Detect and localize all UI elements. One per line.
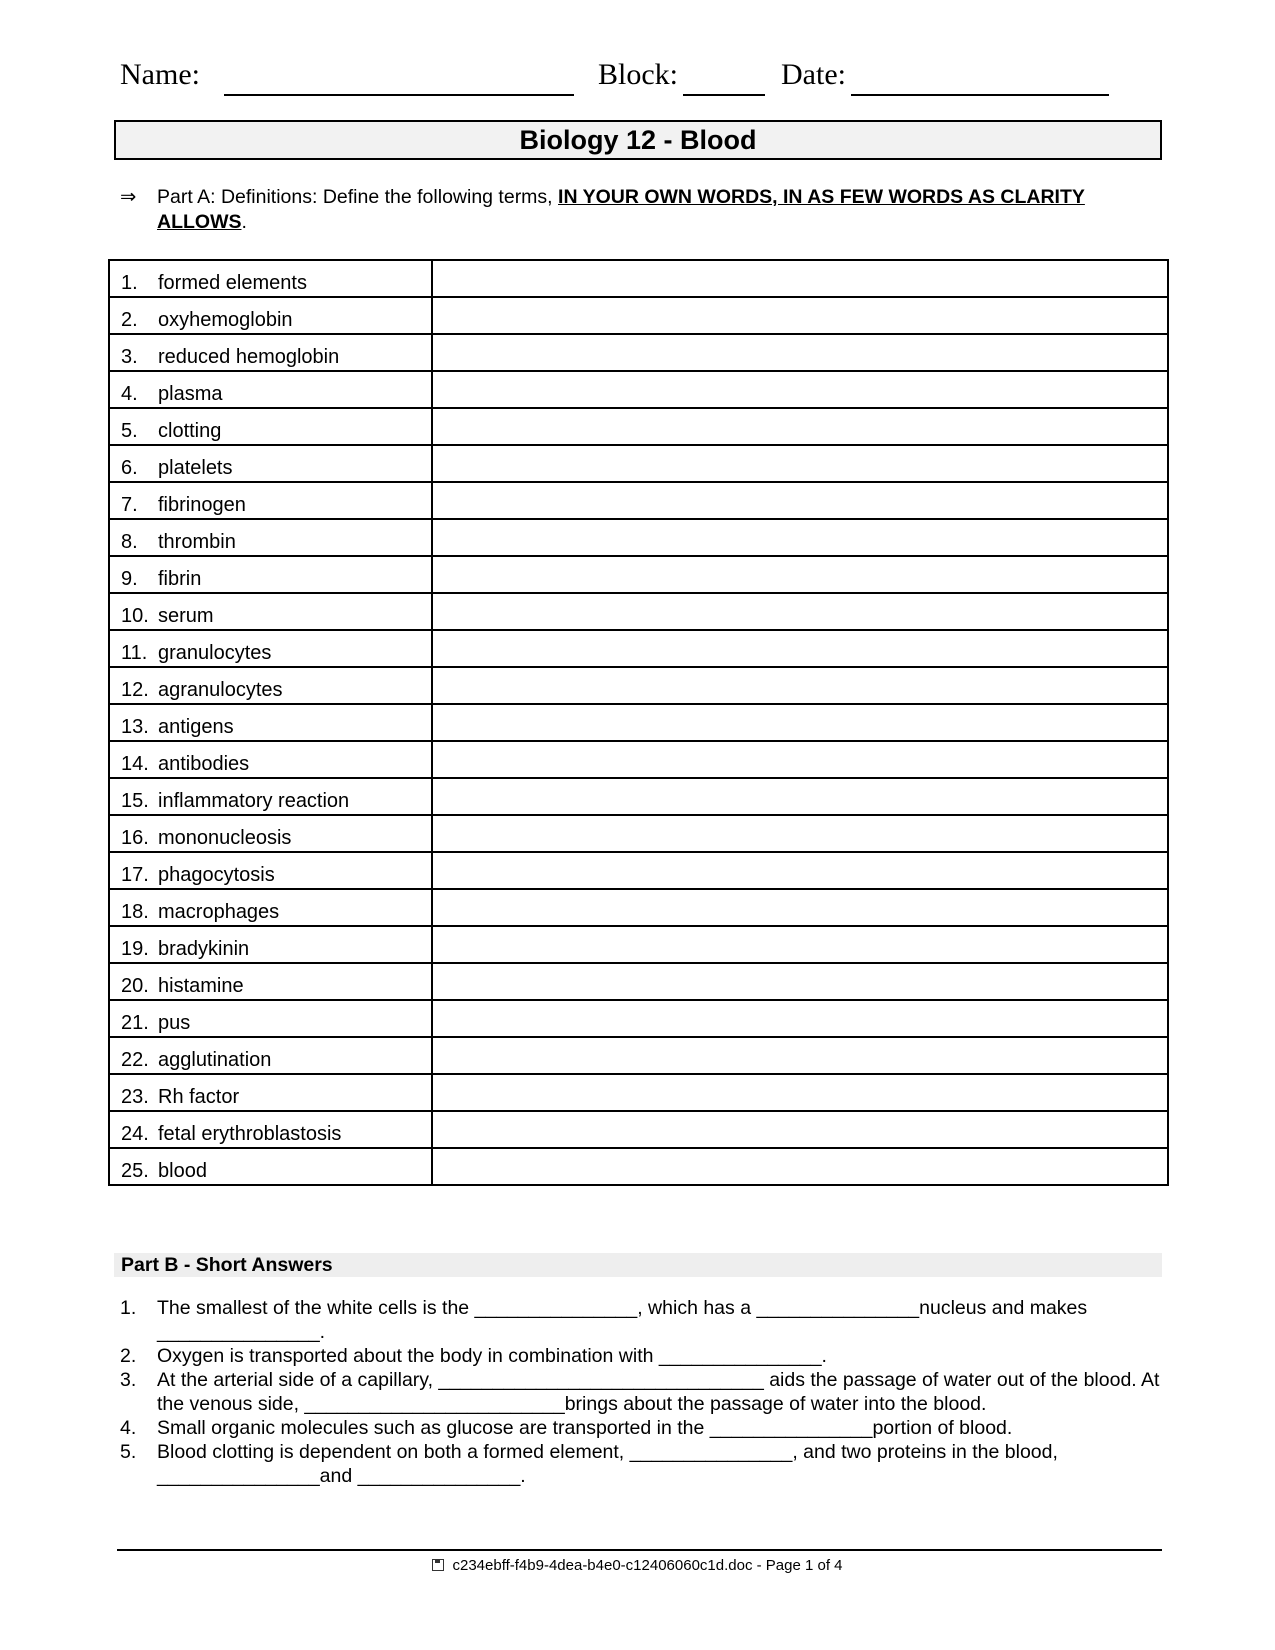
term-cell (109, 260, 432, 297)
definition-answer-cell[interactable] (432, 297, 1168, 334)
definition-answer-cell[interactable] (432, 630, 1168, 667)
table-row (109, 1037, 1168, 1074)
term-number: 6. (121, 457, 138, 479)
term-number: 25. (121, 1160, 149, 1182)
definition-answer-cell[interactable] (432, 1000, 1168, 1037)
table-row (109, 704, 1168, 741)
term-label: mononucleosis (158, 827, 292, 849)
term-cell (109, 556, 432, 593)
term-label: antigens (158, 716, 234, 738)
page-footer (0, 1557, 1275, 1574)
term-cell (109, 1037, 432, 1074)
term-label: platelets (158, 457, 233, 479)
definition-answer-cell[interactable] (432, 963, 1168, 1000)
term-number: 10. (121, 605, 149, 627)
term-label: oxyhemoglobin (158, 309, 293, 331)
table-row (109, 445, 1168, 482)
term-number: 1. (121, 272, 138, 294)
footer-text: c234ebff-f4b9-4dea-b4e0-c12406060c1d.doc - Page 1 of 4 (452, 1557, 843, 1574)
term-label: agglutination (158, 1049, 272, 1071)
date-blank[interactable] (851, 94, 1109, 96)
term-cell (109, 593, 432, 630)
definition-answer-cell[interactable] (432, 445, 1168, 482)
term-label: phagocytosis (158, 864, 275, 886)
definition-answer-cell[interactable] (432, 334, 1168, 371)
question-text: Small organic molecules such as glucose are transported in the _______________portion of blood. (157, 1417, 1013, 1439)
question-text: At the arterial side of a capillary, ______________________________ aids the passage of water out of the blood. At the venous side, ________________________brings about the passage of water into the blood. (157, 1369, 1160, 1415)
question-number: 2. (120, 1345, 137, 1367)
term-label: inflammatory reaction (158, 790, 350, 812)
definition-answer-cell[interactable] (432, 519, 1168, 556)
term-cell (109, 1111, 432, 1148)
term-number: 11. (121, 642, 148, 664)
term-cell (109, 371, 432, 408)
question-text: Blood clotting is dependent on both a formed element, _______________, and two proteins in the blood, _______________and _______________. (157, 1441, 1058, 1487)
term-label: bradykinin (158, 938, 250, 960)
table-row (109, 371, 1168, 408)
term-cell (109, 408, 432, 445)
short-answer-question (120, 1440, 1165, 1488)
definition-answer-cell[interactable] (432, 667, 1168, 704)
table-row (109, 889, 1168, 926)
term-cell (109, 667, 432, 704)
term-label: granulocytes (158, 642, 272, 664)
table-row (109, 926, 1168, 963)
part-b-questions (120, 1296, 1165, 1488)
question-number: 3. (120, 1369, 137, 1391)
term-number: 19. (121, 938, 149, 960)
term-label: blood (158, 1160, 207, 1182)
table-row (109, 852, 1168, 889)
arrow-icon: ⇒ (120, 186, 137, 208)
definition-answer-cell[interactable] (432, 889, 1168, 926)
table-row (109, 1148, 1168, 1185)
term-label: fibrinogen (158, 494, 246, 516)
table-row (109, 815, 1168, 852)
table-row (109, 778, 1168, 815)
question-text: The smallest of the white cells is the _______________, which has a _______________nucleus and makes _______________. (157, 1297, 1088, 1343)
short-answer-question (120, 1416, 1165, 1440)
term-number: 15. (121, 790, 149, 812)
term-number: 21. (121, 1012, 149, 1034)
term-number: 22. (121, 1049, 149, 1071)
definition-answer-cell[interactable] (432, 1111, 1168, 1148)
term-cell (109, 889, 432, 926)
part-a-instructions (120, 185, 1165, 235)
definition-answer-cell[interactable] (432, 852, 1168, 889)
term-number: 16. (121, 827, 149, 849)
definition-answer-cell[interactable] (432, 371, 1168, 408)
question-number: 4. (120, 1417, 137, 1439)
definition-answer-cell[interactable] (432, 593, 1168, 630)
definition-answer-cell[interactable] (432, 926, 1168, 963)
table-row (109, 297, 1168, 334)
term-cell (109, 741, 432, 778)
term-label: antibodies (158, 753, 250, 775)
definition-answer-cell[interactable] (432, 1037, 1168, 1074)
term-number: 4. (121, 383, 138, 405)
page-title: Biology 12 - Blood (114, 120, 1162, 160)
block-label: Block: (598, 58, 678, 91)
definition-answer-cell[interactable] (432, 482, 1168, 519)
term-number: 13. (121, 716, 149, 738)
question-text: Oxygen is transported about the body in combination with _______________. (157, 1345, 827, 1367)
table-row (109, 1111, 1168, 1148)
table-row (109, 1000, 1168, 1037)
definition-answer-cell[interactable] (432, 408, 1168, 445)
table-row (109, 667, 1168, 704)
term-number: 18. (121, 901, 149, 923)
term-cell (109, 519, 432, 556)
term-cell (109, 445, 432, 482)
term-number: 2. (121, 309, 138, 331)
block-blank[interactable] (683, 94, 765, 96)
term-cell (109, 1074, 432, 1111)
student-info-header (120, 58, 1170, 108)
definitions-table (108, 259, 1169, 1186)
question-number: 5. (120, 1441, 137, 1463)
short-answer-question (120, 1296, 1165, 1344)
table-row (109, 630, 1168, 667)
date-label: Date: (781, 58, 846, 91)
definition-answer-cell[interactable] (432, 815, 1168, 852)
term-number: 5. (121, 420, 138, 442)
name-label: Name: (120, 58, 200, 91)
part-a-end: . (241, 211, 247, 233)
table-row (109, 741, 1168, 778)
part-a-emphasis: IN YOUR OWN WORDS, IN AS FEW WORDS AS CLARITY ALLOWS (157, 186, 1085, 233)
definition-answer-cell[interactable] (432, 741, 1168, 778)
term-label: serum (158, 605, 214, 627)
term-number: 3. (121, 346, 138, 368)
short-answer-question (120, 1368, 1165, 1416)
term-cell (109, 1000, 432, 1037)
term-number: 12. (121, 679, 149, 701)
definition-answer-cell[interactable] (432, 1074, 1168, 1111)
table-row (109, 519, 1168, 556)
table-row (109, 556, 1168, 593)
term-number: 8. (121, 531, 138, 553)
definition-answer-cell[interactable] (432, 556, 1168, 593)
term-label: formed elements (158, 272, 307, 294)
term-cell (109, 926, 432, 963)
term-cell (109, 334, 432, 371)
term-label: Rh factor (158, 1086, 240, 1108)
term-number: 20. (121, 975, 149, 997)
term-label: plasma (158, 383, 223, 405)
term-number: 7. (121, 494, 138, 516)
term-cell (109, 704, 432, 741)
term-cell (109, 482, 432, 519)
term-label: fetal erythroblastosis (158, 1123, 342, 1145)
term-label: histamine (158, 975, 244, 997)
short-answer-question (120, 1344, 1165, 1368)
term-label: reduced hemoglobin (158, 346, 340, 368)
term-cell (109, 297, 432, 334)
term-label: clotting (158, 420, 222, 442)
term-number: 14. (121, 753, 149, 775)
table-row (109, 593, 1168, 630)
table-row (109, 482, 1168, 519)
part-b-heading: Part B - Short Answers (114, 1253, 1162, 1277)
term-cell (109, 1148, 432, 1185)
definition-answer-cell[interactable] (432, 260, 1168, 297)
definition-answer-cell[interactable] (432, 1148, 1168, 1185)
table-row (109, 408, 1168, 445)
term-number: 24. (121, 1123, 149, 1145)
table-row (109, 334, 1168, 371)
term-cell (109, 778, 432, 815)
definition-answer-cell[interactable] (432, 704, 1168, 741)
name-blank[interactable] (224, 94, 574, 96)
part-a-intro: Part A: Definitions: Define the following terms, (157, 186, 559, 208)
table-row (109, 260, 1168, 297)
table-row (109, 963, 1168, 1000)
footer-divider (117, 1549, 1162, 1551)
term-number: 9. (121, 568, 138, 590)
table-row (109, 1074, 1168, 1111)
term-label: thrombin (158, 531, 236, 553)
term-label: agranulocytes (158, 679, 283, 701)
question-number: 1. (120, 1297, 137, 1319)
term-label: fibrin (158, 568, 202, 590)
term-cell (109, 630, 432, 667)
term-cell (109, 815, 432, 852)
term-cell (109, 852, 432, 889)
term-label: macrophages (158, 901, 280, 923)
term-number: 23. (121, 1086, 149, 1108)
term-cell (109, 963, 432, 1000)
term-label: pus (158, 1012, 191, 1034)
definition-answer-cell[interactable] (432, 778, 1168, 815)
document-icon (432, 1559, 444, 1571)
term-number: 17. (121, 864, 149, 886)
